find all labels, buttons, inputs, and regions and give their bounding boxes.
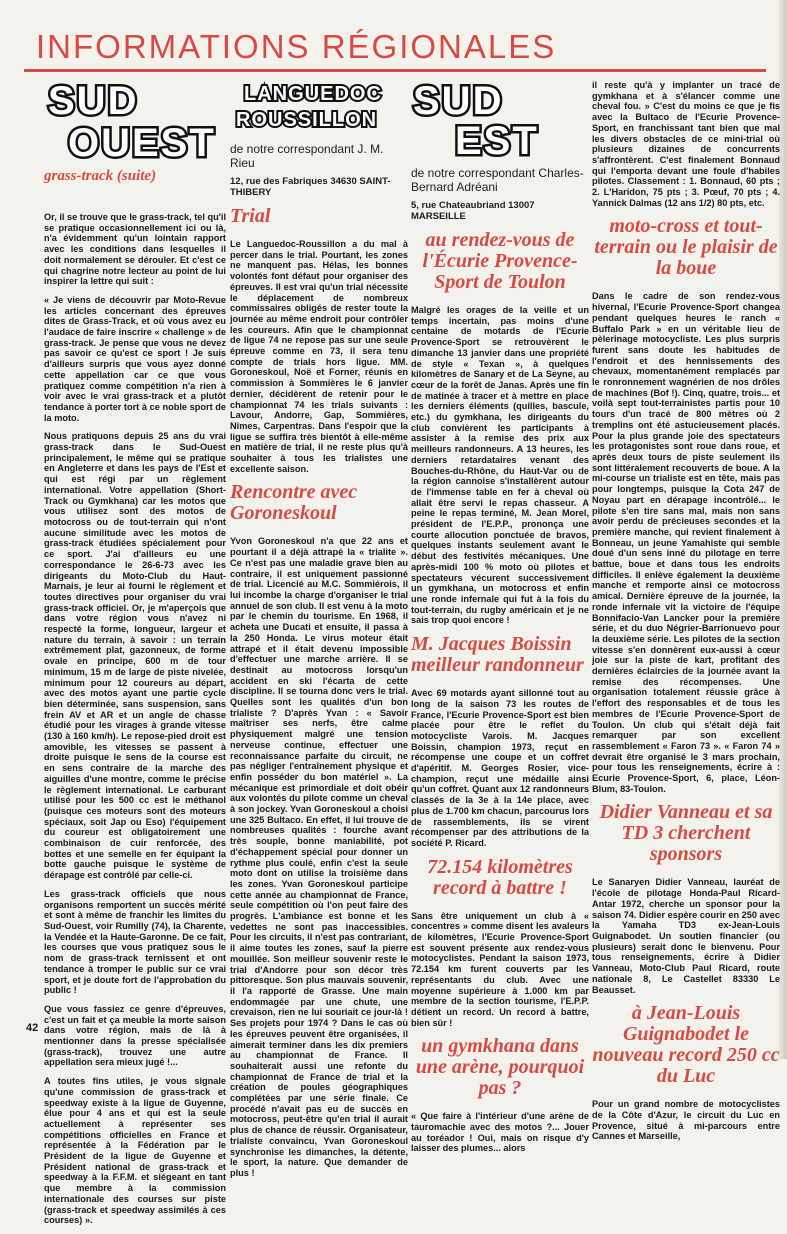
- sud-ouest-logo: [44, 78, 216, 165]
- correspondent-name: de notre correspondant Charles-Bernard Adréani: [411, 166, 584, 194]
- article-paragraph: Yvon Goroneskoul n'a que 22 ans et pourtant il a déjà attrapé la « trialite ». Ce n'est pas une maladie grave bien au contraire, il est uniquement passionné de trial. Licencié au M.C. Sommiérois, il lui incombe la charge d'organiser le trial annuel de son club. Il est venu à la moto par le chemin du tourisme. En 1968, il acheta une Ducati et ensuite, il passa à la 250 Honda. Le virus moteur était attrapé et il était devenu impossible d'effectuer une marche arrière. Il se destinait au motocross lorsqu'un accident en ski l'écarta de cette discipline. Il se tourna donc vers le trial. Quelles sont les qualités d'un bon trialiste ? D'après Yvan : « Savoir maîtriser ses nerfs, être calme physiquement malgré une tension nerveuse continue, effectuer une reconnaissance parfaite du circuit, ne pas négliger l'entraînement physique et enfin posséder du bon matériel ». La mécanique est primordiale et doit obéir aux volontés du pilote comme un cheval à son jockey. Yvan Goroneskoul a choisi une 325 Bultaco. En effet, il lui trouve de nombreuses qualités : fourche avant très souple, bonne maniabilité, pot d'échappement spécial pour donner un rythme plus coulé, enfin c'est la seule moto dont on utilise la troisième dans les zones. Yvan Goroneskoul participe cette année au championnat de France, seule compétition où l'on peut faire des progrès. L'ambiance est bonne et les vedettes ne sont pas inaccessibles. Pour les circuits, il n'est pas contrariant, il aime toutes les zones, sauf la pierre mouillée. Son meilleur souvenir reste le trial d'Andorre pour son décor très pittoresque. Son plus mauvais souvenir, il l'a rapporté de Grasse. Une main endommagée par une chute, une crevaison, rien ne lui souriait ce jour-là ! Ses projets pour 1974 ? Dans le cas où les épreuves peuvent être organisées, il aimerait terminer dans les dix premiers au championnat de France. Il souhaiterait aussi une refonte du championnat de France de trial et la création de poules géographiques complétées par une série finale. Ce procédé n'avait pas eu de succès en motocross, peut-être qu'en trial il aurait plus de chance de réussir. Organisateur, trialiste convaincu, Yvan Goroneskoul synchronise les dimanches, la détente, le sport, la nature. Que demander de plus !: [230, 536, 408, 1178]
- article-paragraph: Le Languedoc-Roussillon a du mal à percer dans le trial. Pourtant, les zones ne manquent pas. Hélas, les bonnes volontés font défaut pour organiser des épreuves. Il est vrai qu'un trial nécessite le déplacement de nombreux commissaires obligés de rester toute la journée au même endroit pour contrôler les coureurs. Afin que le championnat de ligue 74 ne repose pas sur une seule épreuve comme en 73, il sera tenu compte de trials hors ligue. MM. Goroneskoul, Noë et Forner, réunis en commission à Sommières le 6 janvier dernier, décidèrent de retenir pour le championnat 74 les trials suivants : Lavour, Andorre, Gap, Sommières, Nîmes, Carpentras. Dans l'espoir que la ligue se suffira très bientôt à elle-même en matière de trial, il ne reste plus qu'à souhaiter à tous les trialistes une excellente saison.: [230, 239, 408, 474]
- article-paragraph: Nous pratiquons depuis 25 ans du vrai grass-track dans le Sud-Ouest principalement, le même qui se pratique en Angleterre et dans les pays de l'Est et qui est régi par un règlement international. Votre appellation (Short-Track ou Gymkhana) car les motos que vous utilisez sont des motos de motocross ou de tout-terrain qui n'ont aucune similitude avec les motos de grass-track étudiées spécialement pour ce sport. J'ai d'ailleurs eu une correspondance le 26-6-73 avec les dirigeants du Moto-Club du Haut-Marnais, je leur ai fourni le règlement et toutes directives pour organiser du vrai grass-track officiel. Or, je m'aperçois que dans votre région vous n'avez ni respecté la forme, longueur, largeur et nature du terrain, à savoir : un terrain extrêmement plat, gazonneux, de forme ovale en principe, 600 m de tour minimum, 15 m de large de piste nivelée, minimum pour 12 coureurs au départ, avec des motos ayant une partie cycle bien déterminée, sans suspension, sans frein AV et AR et un angle de chasse étudié pour les virages à grande vitesse (130 à 160 km/h). Le repose-pied droit est amovible, les vitesses se passent à droite puisque le sens de la course est en sens contraire de la marche des aiguilles d'une montre, comme le précise le règlement international. Le carburant utilisé pour les 500 cc est le méthanol (puisque ces moteurs sont des moteurs spéciaux, soit Jap ou Eso) l'équipement du coureur est obligatoirement une combinaison de cuir renforcée, des bottes et une semelle en fer équipant la botte gauche puisque le système de dérapage est contrôlé par celle-ci.: [44, 431, 226, 881]
- svg-text:SUD: SUD: [413, 79, 504, 123]
- page-binding-edge: [779, 0, 787, 1059]
- kilometres-heading: 72.154 kilomètres record à battre !: [427, 855, 573, 899]
- article-paragraph: Pour un grand nombre de motocyclistes de la Côte d'Azur, le circuit du Luc en Provence, situé à mi-parcours entre Cannes et Marseille,: [592, 1099, 780, 1142]
- page-title: INFORMATIONS RÉGIONALES: [36, 28, 557, 65]
- article-paragraph: A toutes fins utiles, je vous signale qu'une commission de grass-track et speedway existe à la ligue de Guyenne, élue pour 4 ans et qui est la seule actuellement à représenter ses compétitions officielles en France et représentée à la Fédération par le Président de la ligue de Guyenne et Président national de grass-track et speedway à la F.F.M. et siégeant en tant que membre à la commission internationale des courses sur piste (grass-track et speedway assimilés à ces courses) ».: [44, 1076, 226, 1226]
- svg-text:EST: EST: [455, 119, 539, 163]
- article-paragraph: Les grass-track officiels que nous organisons remportent un succès mérité et sont à même de franchir les limites du Sud-Ouest, voir Rumilly (74), la Charente, la Vendée et la Haute-Garonne. De ce fait, les courses que vous pratiquez sous le nom de grass-track ternissent et ont tendance à tromper le public sur ce vrai sport, et je doute fort de l'approbation du public !: [44, 888, 226, 996]
- vanneau-heading: Didier Vanneau et sa TD 3 cherchent sponsors: [599, 801, 773, 866]
- sud-est-logo: [411, 78, 551, 163]
- column-languedoc: [230, 78, 408, 1187]
- article-paragraph: Dans le cadre de son rendez-vous hivernal, l'Ecurie Provence-Sport changea pendant quelques heures le ranch « Buffalo Park » en un véritable lieu de pèlerinage motocycliste. Les plus surpris furent sans doute les habitudes de l'endroit et des hennissements des chevaux, momentanément remplacés par le ronronnement wagnérien de nos drôles de machines (Bof !). Cinq, quatre, trois... et voilà sept tout-terrainistes partis pour 10 tours d'un tracé de 800 mètres où 2 tremplins ont été astucieusement placés. Pour la plus grande joie des spectateurs les protagonistes sont roue dans roue, et après deux tours de piste seulement ils sont littéralement recouverts de boue. A la mi-course un trialiste est en tête, mais pas pour longtemps, puisque la Cota 247 de Noyau part en dérapage incontrôlé... le pilote s'en tire sans mal, mais non sans avoir perdu de précieuses secondes et la première manche, qui revient finalement à Bonneau, un jeune Yamahiste qui semble doué d'un sens inné du pilotage en terre battue, boue et dans tous les endroits difficiles. Il enlève également la deuxième manche et remporte ainsi ce motocross amical. Dernière épreuve de la journée, la ronde infernale vit la victoire de l'équipe Bonnifacio-Van Lancker pour la première série, et du duo Négrier-Barrionuevo pour la deuxième série. Les pilotes de la section vitesse s'en donnèrent eux-aussi à cœur joie sur la piste de kart, profitant des dernières éclaircies de la journée avant la remise des récompenses. Une organisation totalement réussie grâce à l'effort des responsables et de tous les membres de l'Ecurie Provence-Sport de Toulon. Un club qui s'était déjà fait remarquer par son excellent rassemblement « Faron 73 ». « Faron 74 » devrait être organisé le 3 mars prochain, pour tous les renseignements, écrire à : Ecurie Provence-Sport, 6, place, Léon-Blum, 83-Toulon.: [592, 291, 780, 794]
- correspondent-name: de notre correspondant J. M. Rieu: [230, 142, 384, 170]
- svg-text:SUD: SUD: [48, 79, 139, 123]
- article-paragraph: Que vous fassiez ce genre d'épreuves, c'est un fait et ça meuble la morte saison dans votre région, mais de là à mentionner dans la presse spécialisée (grass-track), trouvez une autre appellation sera mieux jugé !...: [44, 1003, 226, 1068]
- svg-text:ROUSSILLON: ROUSSILLON: [236, 109, 378, 131]
- column-sud-est-continued: [592, 80, 780, 1150]
- svg-text:LANGUEDOC: LANGUEDOC: [244, 83, 382, 105]
- page-header: [24, 20, 766, 72]
- article-paragraph: « Que faire à l'intérieur d'une arène de tauromachie avec des motos ?... Jouer au toréador ! Oui, mais on risque d'y laisser des plumes... alors: [411, 1111, 589, 1154]
- column-sud-est: [411, 78, 589, 1162]
- gymkhana-heading: un gymkhana dans une arène, pourquoi pas ?: [415, 1035, 585, 1100]
- article-paragraph: Le Sanaryen Didier Vanneau, lauréat de l'école de pilotage Honda-Paul Ricard-Antar 1972, cherche un sponsor pour la saison 74. Didier espère courir en 250 avec la Yamaha TD3 ex-Jean-Louis Guignabodet. Un soutien financier (ou plusieurs) serait donc le bienvenu. Pour tous renseignements, écrire à Didier Vanneau, Moto-Club Paul Ricard, route nationale 8, Le Castellet 83330 Le Beausset.: [592, 877, 780, 995]
- article-paragraph: Sans être uniquement un club à « concentres » comme disent les avaleurs de kilomètres, l'Ecurie Provence-Sport est souvent présente aux rendez-vous motocyclistes. Pendant la saison 1973, 72.154 km furent couverts par les représentants du club. Avec une moyenne supérieure à 1.000 km par membre de la section tourisme, l'E.P.P. détient un record. Un record à battre, bien sûr !: [411, 910, 589, 1028]
- article-paragraph: Avec 69 motards ayant sillonné tout au long de la saison 73 les routes de France, l'Ecurie Provence-Sport est bien placée pour être le reflet du motocycliste Varois. M. Jacques Boissin, champion 1973, reçut en récompense une coupe et un coffret d'apéritif. M. Georges Rosier, vice-champion, reçut une médaille ainsi qu'un coffret. Quant aux 12 randonneurs classés de la 3e à la 14e place, avec plus de 1.700 km chacun, parcourus lors de rassemblements, ils se virent récompenser par des attributions de la société P. Ricard.: [411, 688, 589, 848]
- article-paragraph: « Je viens de découvrir par Moto-Revue les articles concernant des épreuves dites de Grass-Track, et où vous avez eu l'audace de faire inscrire « challenge » de grass-track. Je pense que vous ne devez pas savoir ce qu'est ce sport ! Je suis d'ailleurs surpris que vous ayez donné cette appellation car ce que vous pratiquez comme compétition n'a rien à voir avec le vrai grass-track et a plutôt tendance à porter tort à ce noble sport de la moto.: [44, 294, 226, 423]
- correspondent-address: 12, rue des Fabriques 34630 SAINT-THIBERY: [230, 176, 391, 198]
- moto-cross-heading: moto-cross et tout-terrain ou le plaisir de la boue: [594, 215, 778, 280]
- article-paragraph: Malgré les orages de la veille et un temps incertain, pas moins d'une centaine de motards de l'Ecurie Provence-Sport se retrouvèrent le dimanche 13 janvier dans une propriété de style « Texan », à quelques kilomètres de Sanary et de La Seyne, au cœur de la forêt de Janas. Après une fin de matinée à tracer et à mettre en place les derniers éléments (quilles, bascule, etc.) du gymkhana, les dirigeants du club convièrent les participants à assister à la remise des prix aux meilleurs randonneurs. A 13 heures, les derniers retardataires venant des Bouches-du-Rhône, du Haut-Var ou de la région cannoise s'installèrent autour de l'immense table en fer à cheval où allait être servi le repas chasseur. A peine le repas terminé, M. Jean Morel, président de l'E.P.P., prononça une courte allocution ponctuée de bravos, quelques instants seulement avant le début des festivités mécaniques. Une après-midi 100 % moto où pilotes et spectateurs vécurent successivement un gymkhana, un motocross et enfin une ronde infernale qui fut à la fois du tout-terrain, du rugby américain et je ne sais trop quoi encore !: [411, 305, 589, 626]
- languedoc-roussillon-logo: [230, 78, 400, 134]
- correspondent-address: 5, rue Chateaubriand 13007 MARSEILLE: [411, 200, 535, 222]
- column-sud-ouest: [44, 78, 226, 1234]
- article-paragraph: Or, il se trouve que le grass-track, tel qu'il se pratique occasionnellement ici ou là, n'a évidemment qu'un lointain rapport avec les conditions dans lesquelles il doit normalement se dérouler. Et c'est ce qui chagrine notre lecteur au point de lui inspirer la lettre qui suit :: [44, 212, 226, 287]
- svg-text:OUEST: OUEST: [68, 121, 216, 165]
- guignabodet-heading: à Jean-Louis Guignabodet le nouveau record 250 cc du Luc: [592, 1002, 780, 1088]
- page-number: 42: [26, 1022, 39, 1034]
- article-paragraph: il reste qu'à y implanter un tracé de gymkhana et à s'élancer comme une cheval fou. » C'est du moins ce que je fis avec la Bultaco de l'Ecurie Provence-Sport, en franchissant tant bien que mal les divers obstacles de ce mini-trial où plusieurs dizaines de concurrents s'affrontèrent. C'est finalement Bonnaud qui l'emporta devant une foule d'habiles pilotes. Classement : 1. Bonnaud, 60 pts ; 2. L'Haridon, 75 pts ; 3. Pœuf, 70 pts ; 4. Yannick Dalmas (12 ans 1/2) 80 pts, etc.: [592, 80, 780, 208]
- boissin-heading: M. Jacques Boissin meilleur randonneur: [411, 633, 584, 677]
- grass-track-heading: grass-track (suite): [44, 168, 157, 184]
- goroneskoul-heading: Rencontre avec Goroneskoul: [230, 481, 358, 525]
- trial-heading: Trial: [230, 205, 271, 227]
- rendez-vous-heading: au rendez-vous de l'Écurie Provence-Sport de Toulon: [422, 229, 578, 293]
